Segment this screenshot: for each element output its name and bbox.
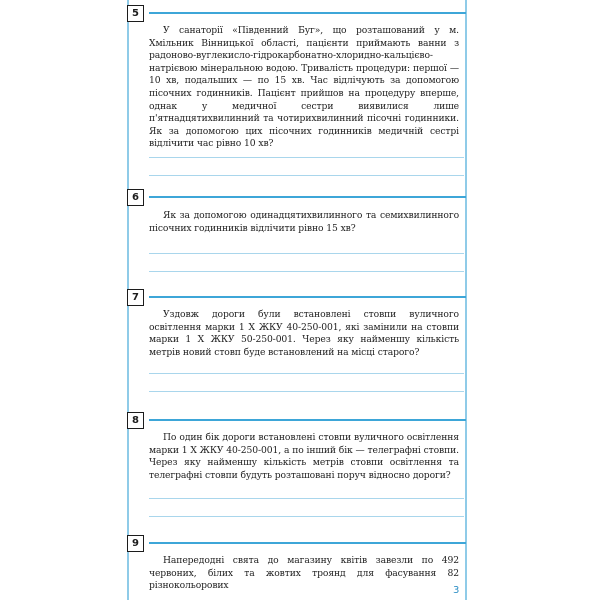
task-text: По один бік дороги встановлені стовпи вуличного освітлення марки 1 Х ЖКУ 40-250-001, а по інший бік — телеграфні стовпи. Через яку найменшу кількість метрів стовпи освітлення та телеграфні стовпи будуть розташовані поруч відносно дороги? [149,432,459,481]
task-number-box: 6 [127,189,144,206]
task-header-rule [149,196,466,198]
answer-line[interactable] [149,391,464,392]
task-5 [127,3,466,180]
task-number-box: 5 [127,5,144,22]
answer-line[interactable] [149,373,464,374]
task-header-rule [149,419,466,421]
answer-line[interactable] [149,516,464,517]
task-number-box: 7 [127,289,144,306]
task-text: Напередодні свята до магазину квітів завезли по 492 червоних, білих та жовтих троянд для фасування 82 різнокольорових [149,555,459,592]
page-number: 3 [453,585,460,596]
task-header-rule [149,296,466,298]
answer-line[interactable] [149,498,464,499]
answer-line[interactable] [149,271,464,272]
task-9 [127,533,466,600]
task-6 [127,187,466,283]
answer-line[interactable] [149,175,464,176]
task-text: У санаторії «Південний Буг», що розташований у м. Хмільник Вінницької області, пацієнти приймають ванни з радоново-вуглекисло-гідрокарбонатно-хлоридно-кальцієво-натрієвою мінеральною водою. Тривалість процедури: першої — 10 хв, подальших — по 15 хв. Час відлічують за допомогою пісочних годинників. Пацієнт прийшов на процедуру вперше, однак у медичної сестри виявилися лише п'ятнадцятихвилинний та чотирихвилинний пісочні годинники. Як за допомогою цих пісочних годинників медичній сестрі відлічити час рівно 10 хв? [149,25,459,150]
task-text: Уздовж дороги були встановлені стовпи вуличного освітлення марки 1 Х ЖКУ 40-250-001, які замінили на стовпи марки 1 Х ЖКУ 50-250-001. Через яку найменшу кількість метрів новий стовп буде встановлений на місці старого? [149,309,459,358]
task-header-rule [149,12,466,14]
task-header-rule [149,542,466,544]
task-7 [127,287,466,400]
answer-line[interactable] [149,157,464,158]
task-8 [127,410,466,525]
answer-line[interactable] [149,253,464,254]
task-number-box: 8 [127,412,144,429]
task-number-box: 9 [127,535,144,552]
task-text: Як за допомогою одинадцятихвилинного та семихвилинного пісочних годинників відлічити рівно 15 хв? [149,210,459,234]
